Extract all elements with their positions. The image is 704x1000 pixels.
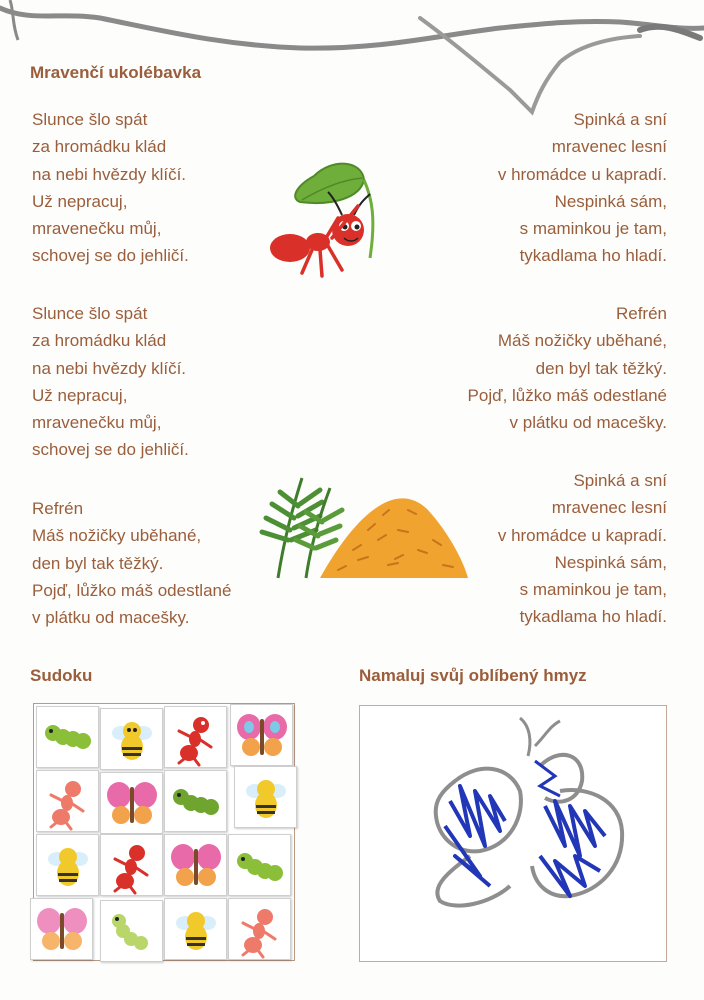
right-stanza-refrain <box>468 300 667 436</box>
sudoku-board <box>33 703 295 961</box>
lyric-line: schovej se do jehličí. <box>32 246 189 266</box>
lyric-line: v hromádce u kapradí. <box>497 525 667 545</box>
bee-icon <box>235 767 296 827</box>
bee-icon <box>165 899 226 959</box>
butterfly-icon <box>101 773 162 833</box>
lyric-line: den byl tak těžký. <box>535 358 667 378</box>
lyric-line: mravenec lesní <box>551 137 667 157</box>
lyric-line: v hromádce u kapradí. <box>497 164 667 184</box>
drawing-area[interactable] <box>359 705 667 962</box>
sudoku-cell-butterfly <box>30 898 93 960</box>
lyric-line: s maminkou je tam, <box>519 219 667 239</box>
bee-icon <box>101 709 162 769</box>
sudoku-cell-ant <box>228 898 291 960</box>
right-stanza-3 <box>498 467 667 631</box>
ant-icon <box>37 771 98 831</box>
sudoku-cell-bee <box>164 898 227 960</box>
sudoku-cell-ant <box>164 706 227 768</box>
sudoku-cell-caterpillar <box>36 706 99 768</box>
sudoku-cell-butterfly <box>100 772 163 834</box>
lyric-line: na nebi hvězdy klíčí. <box>32 164 187 184</box>
left-stanza-1 <box>32 106 189 270</box>
lyric-line: Slunce šlo spát <box>32 110 148 129</box>
left-stanza-refrain <box>32 495 231 631</box>
ant-icon <box>229 899 290 959</box>
caterpillar-icon <box>229 835 290 895</box>
sudoku-cell-ant <box>100 834 163 896</box>
left-stanza-2 <box>32 300 189 464</box>
lyric-line: tykadlama ho hladí. <box>519 246 667 266</box>
lyric-line: na nebi hvězdy klíčí. <box>32 358 187 378</box>
lyric-line: Spinká a sní <box>573 471 667 490</box>
lyric-line: Refrén <box>615 304 667 323</box>
sudoku-cell-caterpillar <box>164 770 227 832</box>
sudoku-cell-bee <box>100 708 163 770</box>
sudoku-cell-ant <box>36 770 99 832</box>
lyric-line: mravenec lesní <box>551 498 667 518</box>
butterfly-icon <box>31 899 92 959</box>
lyric-line: v plátku od macešky. <box>509 413 667 433</box>
sudoku-cell-caterpillar <box>100 900 163 962</box>
lyric-line: Už nepracuj, <box>32 191 128 211</box>
lyric-line: mravenečku můj, <box>32 413 162 433</box>
fern-and-needle-pile-illustration <box>258 470 468 582</box>
caterpillar-icon <box>37 707 98 767</box>
lyric-line: s maminkou je tam, <box>519 580 667 600</box>
ant-icon <box>165 707 226 767</box>
butterfly-icon <box>165 835 226 895</box>
lyric-line: Spinká a sní <box>573 110 667 129</box>
lyric-line: Máš nožičky uběhané, <box>32 526 202 546</box>
sudoku-cell-bee <box>36 834 99 896</box>
lyric-line: Už nepracuj, <box>32 385 128 405</box>
lyric-line: Nespinká sám, <box>554 552 667 572</box>
sudoku-cell-butterfly <box>164 834 227 896</box>
lyric-line: tykadlama ho hladí. <box>519 607 667 627</box>
drawing-title: Namaluj svůj oblíbený hmyz <box>359 666 587 685</box>
lyric-line: den byl tak těžký. <box>32 553 164 573</box>
caterpillar-icon <box>101 901 162 961</box>
lyric-line: Pojď, lůžko máš odestlané <box>467 385 667 405</box>
gray-scribble <box>0 0 704 120</box>
sudoku-cell-caterpillar <box>228 834 291 896</box>
sudoku-cell-bee <box>234 766 297 828</box>
butterfly-icon <box>231 705 292 765</box>
ant-with-leaf-illustration <box>262 158 387 288</box>
lyric-line: za hromádku klád <box>32 331 167 351</box>
lyric-line: Refrén <box>32 499 84 518</box>
sudoku-title: Sudoku <box>30 666 93 685</box>
sudoku-cell-butterfly <box>230 704 293 766</box>
lyric-line: za hromádku klád <box>32 137 167 157</box>
bee-icon <box>37 835 98 895</box>
child-insect-drawing <box>360 706 666 961</box>
song-title: Mravenčí ukolébavka <box>30 63 202 82</box>
lyric-line: Pojď, lůžko máš odestlané <box>32 580 232 600</box>
caterpillar-icon <box>165 771 226 831</box>
lyric-line: v plátku od macešky. <box>32 608 190 628</box>
lyric-line: mravenečku můj, <box>32 219 162 239</box>
lyric-line: schovej se do jehličí. <box>32 440 189 460</box>
lyric-line: Slunce šlo spát <box>32 304 148 323</box>
right-stanza-1 <box>498 106 667 270</box>
lyric-line: Nespinká sám, <box>554 191 667 211</box>
lyric-line: Máš nožičky uběhané, <box>497 331 667 351</box>
ant-icon <box>101 835 162 895</box>
